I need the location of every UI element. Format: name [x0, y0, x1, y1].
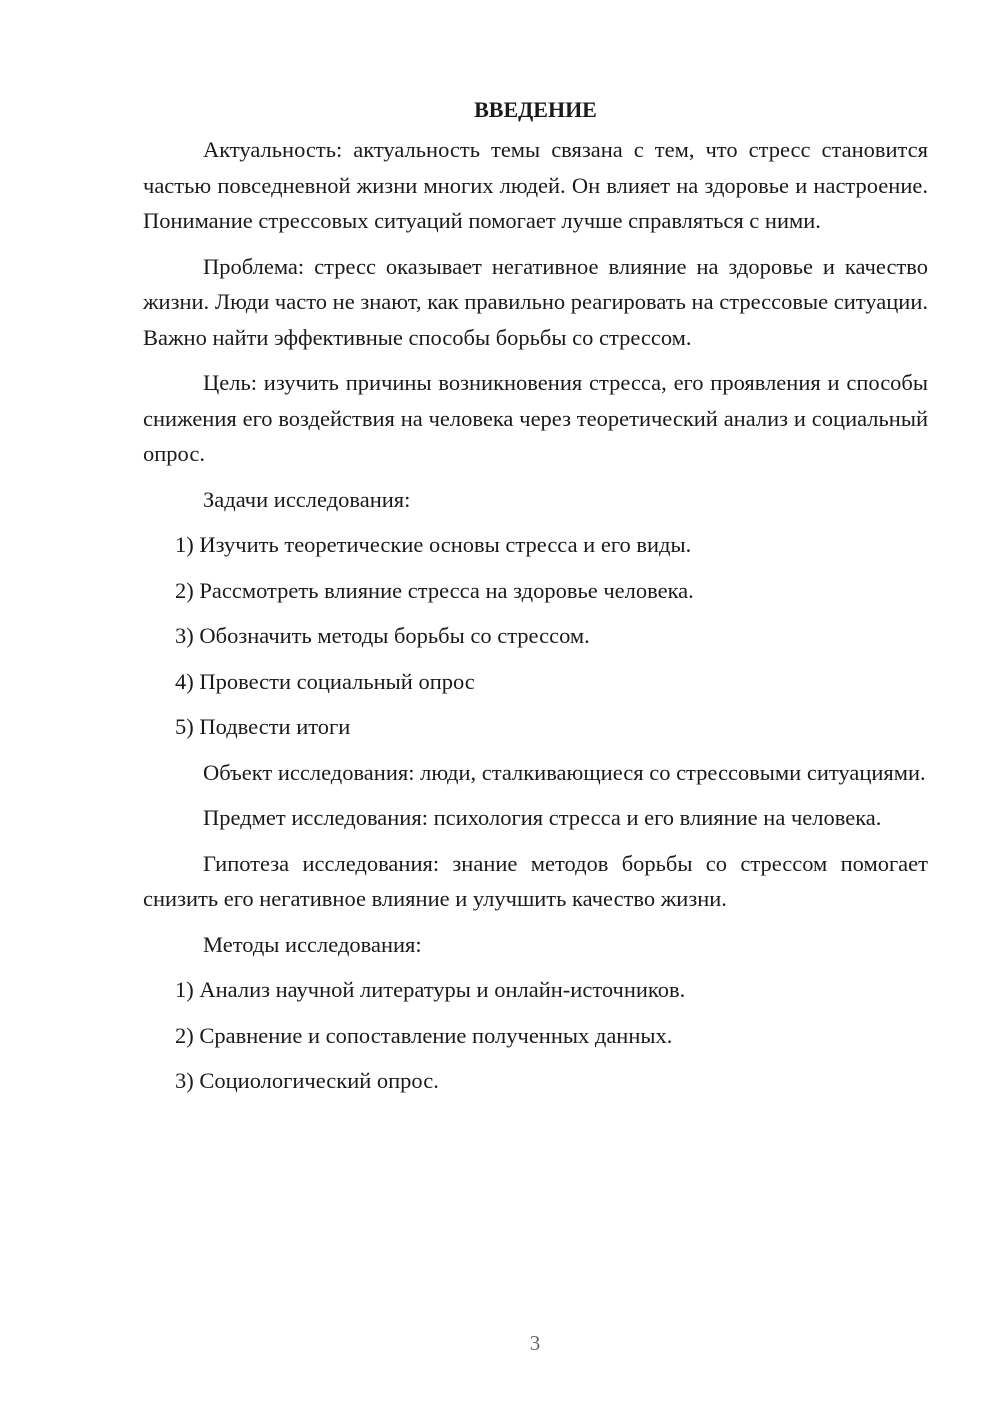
relevance-paragraph: Актуальность: актуальность темы связана с тем, что стресс становится частью повседневной жизни многих людей. Он влияет на здоровье и настроение. Понимание стрессовых ситуаций помогает лучше справляться с ними. [143, 137, 928, 233]
goal-paragraph: Цель: изучить причины возникновения стресса, его проявления и способы снижения его воздействия на человека через теоретический анализ и социальный опрос. [143, 370, 928, 466]
methods-heading: Методы исследования: [203, 931, 422, 957]
section-title: ВВЕДЕНИЕ [474, 97, 597, 122]
document-page [143, 92, 928, 1109]
method-item: 1) Анализ научной литературы и онлайн-источников. [175, 977, 686, 1002]
tasks-heading: Задачи исследования: [203, 486, 411, 512]
methods-list [143, 972, 928, 1099]
page-number: 3 [529, 1331, 541, 1355]
task-item: 2) Рассмотреть влияние стресса на здоровье человека. [175, 577, 694, 603]
method-item: 2) Сравнение и сопоставление полученных данных. [175, 1022, 673, 1048]
problem-paragraph: Проблема: стресс оказывает негативное влияние на здоровье и качество жизни. Люди часто не знают, как правильно реагировать на стрессовые ситуации. Важно найти эффективные способы борьбы со стрессом. [143, 253, 928, 350]
task-item: 1) Изучить теоретические основы стресса и его виды. [175, 532, 692, 557]
hypothesis-paragraph: Гипотеза исследования: знание методов борьбы со стрессом помогает снизить его негативное влияние и улучшить качество жизни. [143, 850, 928, 911]
task-item: 3) Обозначить методы борьбы со стрессом. [175, 623, 590, 648]
task-item: 4) Провести социальный опрос [175, 668, 475, 694]
method-item: 3) Социологический опрос. [175, 1068, 439, 1093]
object-paragraph: Объект исследования: люди, сталкивающиеся со стрессовыми ситуациями. [203, 759, 926, 785]
subject-paragraph: Предмет исследования: психология стресса и его влияние на человека. [203, 805, 882, 830]
tasks-list [143, 527, 928, 745]
task-item: 5) Подвести итоги [175, 714, 351, 739]
